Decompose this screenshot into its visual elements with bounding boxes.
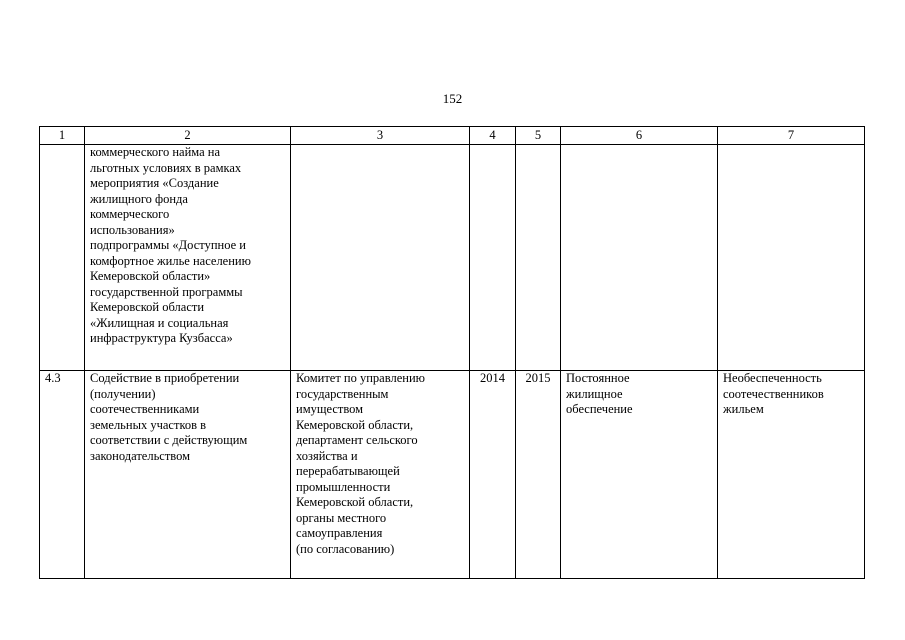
table-row — [40, 371, 865, 579]
executor-cell: Комитет по управлению государственным имуществом Кемеровской области, департамент сельского хозяйства и перерабатывающей промышленности Кемеровской области, органы местного самоуправления (по согласованию) — [291, 371, 470, 579]
row-number-cell — [40, 145, 85, 371]
end-year-cell: 2015 — [516, 371, 561, 579]
result-cell — [561, 145, 718, 371]
page-number: 152 — [442, 91, 463, 106]
table-header-row — [40, 127, 865, 145]
column-header-3: 3 — [291, 127, 470, 145]
column-header-2: 2 — [85, 127, 291, 145]
result-cell: Постоянное жилищное обеспечение — [561, 371, 718, 579]
program-table — [39, 126, 865, 579]
column-header-5: 5 — [516, 127, 561, 145]
problem-cell: Необеспеченность соотечественников жильем — [718, 371, 865, 579]
problem-cell — [718, 145, 865, 371]
column-header-4: 4 — [470, 127, 516, 145]
executor-cell — [291, 145, 470, 371]
measure-cell: коммерческого найма на льготных условиях в рамках мероприятия «Создание жилищного фонда коммерческого использования» подпрограммы «Доступное и комфортное жилье населению Кемеровской области» государственной программы Кемеровской области «Жилищная и социальная инфраструктура Кузбасса» — [85, 145, 291, 371]
column-header-7: 7 — [718, 127, 865, 145]
table-row — [40, 145, 865, 371]
row-number-cell: 4.3 — [40, 371, 85, 579]
column-header-1: 1 — [40, 127, 85, 145]
start-year-cell — [470, 145, 516, 371]
end-year-cell — [516, 145, 561, 371]
measure-cell: Содействие в приобретении (получении) соотечественниками земельных участков в соответствии с действующим законодательством — [85, 371, 291, 579]
column-header-6: 6 — [561, 127, 718, 145]
start-year-cell: 2014 — [470, 371, 516, 579]
